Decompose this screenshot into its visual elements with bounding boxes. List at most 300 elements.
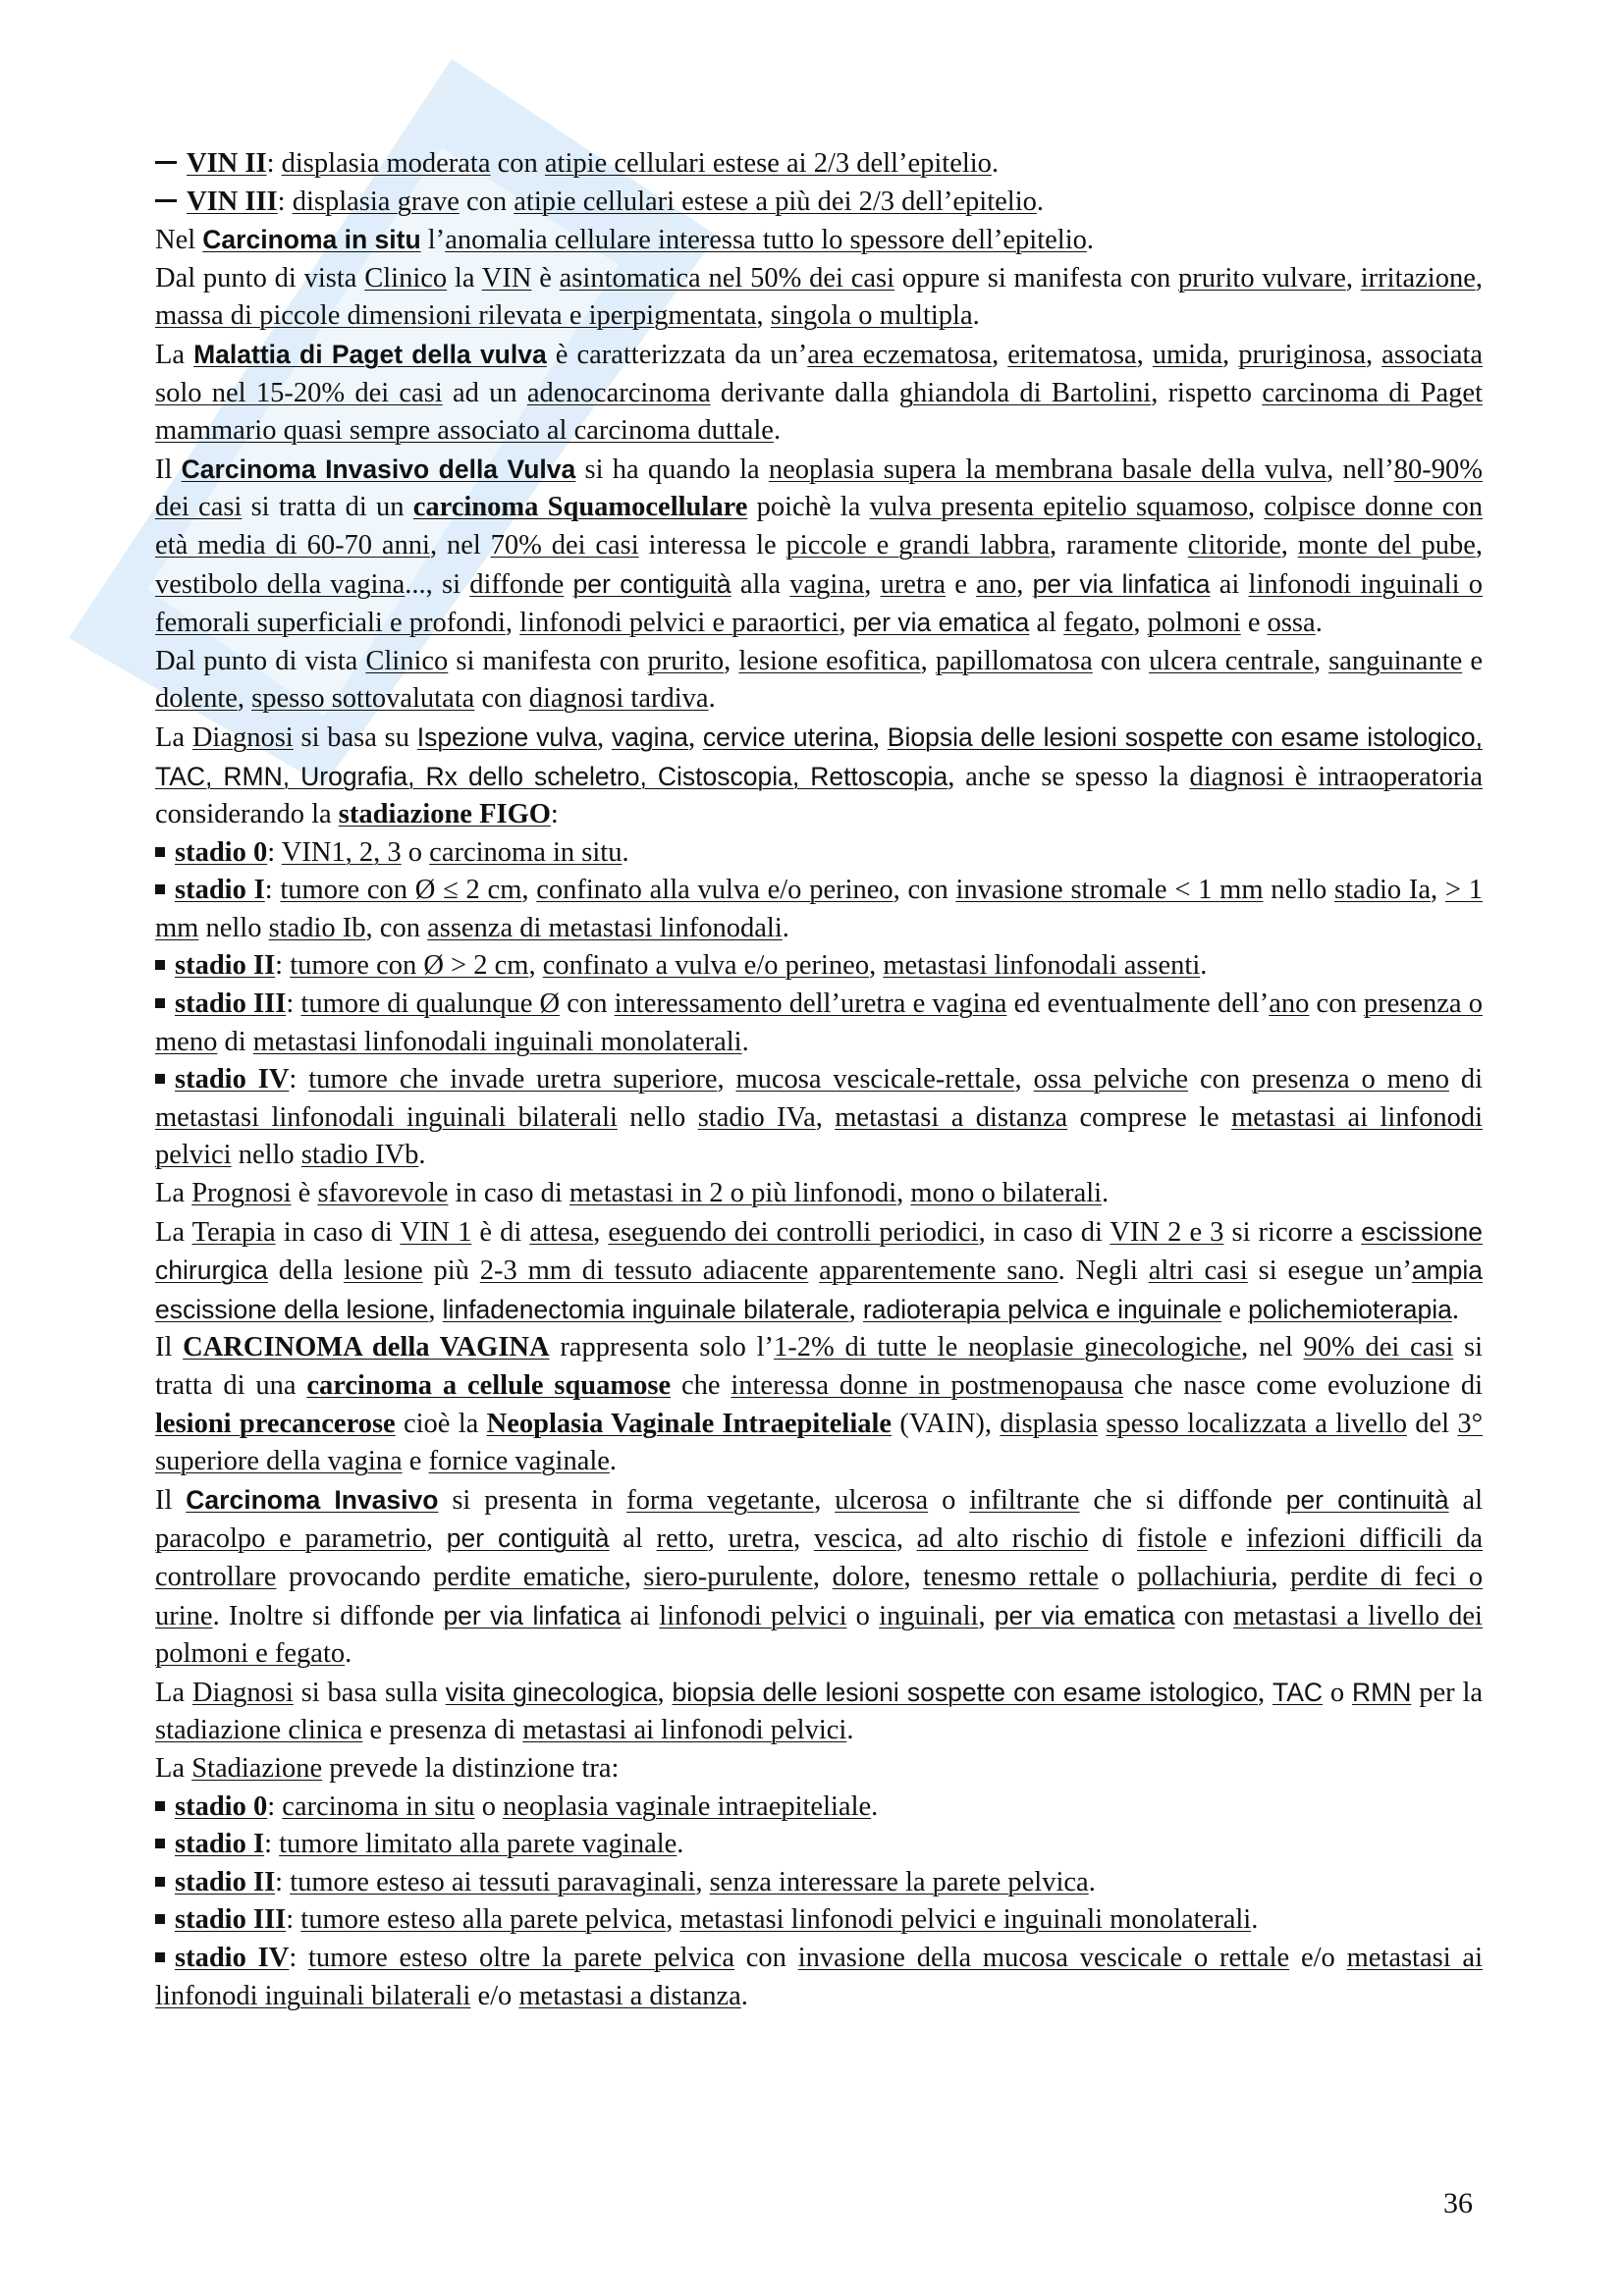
text-run: , xyxy=(717,1064,736,1095)
text-run: tumore di qualunque Ø xyxy=(300,988,561,1020)
text-run: si esegue un’ xyxy=(1247,1255,1412,1287)
text-run: , xyxy=(237,683,252,715)
text-run: irritazione xyxy=(1360,262,1476,294)
text-run: piccole e grandi labbra xyxy=(785,529,1051,561)
text-run: , xyxy=(839,608,853,639)
text-run: Carcinoma in situ xyxy=(202,225,421,255)
vagina-stage-4 xyxy=(155,1940,1483,2015)
text-run: , xyxy=(666,1904,680,1936)
text-run: . xyxy=(622,836,629,868)
bold-term: stadio I xyxy=(175,1829,265,1860)
text-run: tenesmo rettale xyxy=(923,1561,1099,1592)
text-run: di xyxy=(217,1026,253,1057)
text-run: , xyxy=(597,721,612,753)
prognosi-paragraph xyxy=(155,1175,1483,1213)
text-run: , nel xyxy=(429,529,491,561)
text-run: pruriginosa xyxy=(1238,339,1366,370)
text-run: , xyxy=(1271,1561,1291,1592)
text-run: colpisce donne con età media di 60-70 anni xyxy=(155,492,1483,561)
text-run: Dal punto di vista xyxy=(155,645,366,676)
bullet-marker xyxy=(155,1952,165,1962)
text-run: o xyxy=(1323,1677,1353,1708)
text-run: Biopsia delle lesioni sospette con esame istologico, TAC, RMN, Urografia, Rx dello scheletro, Cistoscopia, Rettoscopia xyxy=(155,721,1484,791)
text-run: ano xyxy=(976,568,1017,600)
text-run: displasia xyxy=(1000,1408,1099,1439)
text-run: che xyxy=(671,1370,731,1401)
text-run: : xyxy=(550,799,559,830)
text-run: pollachiuria xyxy=(1137,1561,1272,1592)
text-run: Clinico xyxy=(364,262,448,294)
text-run: asintomatica nel 50% dei casi xyxy=(559,262,895,294)
text-run: area eczematosa xyxy=(807,339,993,370)
dash-marker xyxy=(155,161,177,164)
text-run: , xyxy=(903,1561,924,1592)
text-run: considerando la xyxy=(155,799,339,830)
text-run: : xyxy=(275,1866,291,1897)
vagina-stage-2 xyxy=(155,1864,1483,1902)
text-run: , xyxy=(814,1484,836,1516)
text-run: Il xyxy=(155,1332,184,1363)
text-run: Dal punto di vista xyxy=(155,262,365,294)
text-run: tumore che invade uretra superiore xyxy=(308,1064,718,1095)
text-run: ghiandola di Bartolini xyxy=(898,377,1152,408)
text-run: perdite di feci o urine xyxy=(155,1561,1484,1631)
text-run: diagnosi tardiva xyxy=(528,683,709,715)
text-run: : xyxy=(289,1942,309,1973)
text-run: metastasi linfonodali inguinali bilaterali xyxy=(155,1101,618,1133)
text-run: , nel xyxy=(1241,1332,1304,1363)
text-run: , xyxy=(707,1523,729,1555)
text-run: comprese le xyxy=(1067,1101,1232,1133)
text-run: La xyxy=(155,1752,192,1784)
clinico-vulva-paragraph xyxy=(155,643,1483,719)
text-run: è xyxy=(291,1178,318,1209)
text-run: Diagnosi xyxy=(191,1677,294,1708)
text-run: , xyxy=(724,645,739,676)
text-run: , xyxy=(1345,262,1361,294)
text-run: , xyxy=(793,1523,814,1555)
text-run: , xyxy=(593,1216,609,1248)
text-run: 70% dei casi xyxy=(490,529,639,561)
text-run: è caratterizzata da un’ xyxy=(546,339,808,370)
text-run: , xyxy=(1222,339,1239,370)
text-run: mono o bilaterali xyxy=(910,1178,1103,1209)
text-run: con xyxy=(490,148,545,179)
text-run: dolore xyxy=(832,1561,904,1592)
text-run: anomalia cellulare interessa tutto lo spessore dell’epitelio xyxy=(445,225,1087,256)
text-run: ulcera centrale xyxy=(1149,645,1314,676)
text-run: vestibolo della vagina xyxy=(155,568,406,600)
text-run: prurito vulvare xyxy=(1178,262,1346,294)
text-run: , xyxy=(895,1523,917,1555)
text-run: La xyxy=(155,721,192,753)
text-run: umida xyxy=(1152,339,1223,370)
text-run: metastasi ai linfonodi pelvici xyxy=(522,1715,847,1746)
text-run: uretra xyxy=(728,1523,794,1555)
text-run: , xyxy=(756,300,771,332)
text-run: neoplasia vaginale intraepiteliale xyxy=(503,1790,872,1822)
text-run: : xyxy=(266,148,282,179)
text-run: . xyxy=(1251,1904,1259,1936)
bold-term: stadio II xyxy=(175,1866,276,1897)
text-run: , xyxy=(872,721,888,753)
text-run: , con xyxy=(893,875,956,906)
text-run: , xyxy=(920,645,936,676)
text-run: , xyxy=(688,721,703,753)
text-run: diagnosi è intraoperatoria xyxy=(1189,761,1483,792)
text-run: 3° superiore della vagina xyxy=(155,1408,1484,1477)
text-run: atipie cellulari estese ai 2/3 dell’epitelio xyxy=(544,148,992,179)
text-run: paracolpo e parametrio xyxy=(155,1523,426,1555)
text-run: ossa xyxy=(1267,608,1316,639)
paget-paragraph xyxy=(155,336,1483,451)
text-run: , xyxy=(1475,262,1483,294)
text-run: polichemioterapia xyxy=(1248,1294,1452,1324)
text-run: . xyxy=(609,1446,618,1477)
text-run: . xyxy=(740,1980,748,2011)
text-run: ulcerosa xyxy=(835,1484,929,1516)
bullet-marker xyxy=(155,1914,165,1924)
text-run: presenza o meno xyxy=(155,988,1483,1057)
text-run: di xyxy=(1088,1523,1137,1555)
text-run: VIN xyxy=(481,262,532,294)
text-run: VIN 2 e 3 xyxy=(1110,1216,1224,1248)
dash-marker xyxy=(155,199,177,202)
text-run: oppure si manifesta con xyxy=(894,262,1179,294)
text-run: : xyxy=(264,1829,280,1860)
text-run: o xyxy=(474,1790,504,1822)
text-run: 80-90% dei casi xyxy=(155,454,1483,523)
diagnosi-vagina-paragraph xyxy=(155,1674,1483,1750)
text-run: linfadenectomia inguinale bilaterale xyxy=(442,1294,849,1324)
text-run: al xyxy=(1448,1484,1484,1516)
text-run: : xyxy=(275,950,291,982)
text-run: 2-3 mm di tessuto adiacente xyxy=(479,1255,809,1287)
text-run: . Inoltre si diffonde xyxy=(212,1600,444,1631)
text-run: . xyxy=(677,1829,684,1860)
text-run: è di xyxy=(471,1216,530,1248)
text-run: , xyxy=(869,950,884,982)
text-run: , xyxy=(1258,1677,1273,1708)
carcinoma-invasivo-vulva-paragraph xyxy=(155,451,1483,643)
text-run: . xyxy=(871,1790,879,1822)
text-run: , in caso di xyxy=(978,1216,1110,1248)
diagnosi-vulva-paragraph xyxy=(155,719,1483,834)
text-run: , con xyxy=(365,912,428,943)
text-run: spesso localizzata a livello xyxy=(1106,1408,1407,1439)
text-run: per contiguità xyxy=(572,568,731,599)
text-run: per contiguità xyxy=(446,1523,610,1554)
vagina-stage-3 xyxy=(155,1901,1483,1940)
text-run: , xyxy=(1475,529,1484,561)
text-run: l’ xyxy=(420,225,446,256)
bold-term: CARCINOMA della VAGINA xyxy=(183,1332,550,1363)
text-run: e/o xyxy=(1289,1942,1347,1973)
text-run: Nel xyxy=(155,225,203,256)
text-run: e/o xyxy=(470,1980,519,2011)
text-run: retto xyxy=(656,1523,708,1555)
text-run: ed eventualmente dell’ xyxy=(1006,988,1270,1020)
text-run: nello xyxy=(1263,875,1335,906)
text-run: monte del pube xyxy=(1297,529,1476,561)
text-run: metastasi ai linfonodi pelvici xyxy=(155,1101,1483,1171)
bold-term: lesioni precancerose xyxy=(155,1408,396,1439)
text-run: ano xyxy=(1269,988,1310,1020)
text-run: e xyxy=(1462,645,1484,676)
text-run: La xyxy=(155,1216,192,1248)
text-run: . xyxy=(782,912,789,943)
text-run: , xyxy=(657,1677,673,1708)
bold-term: carcinoma a cellule squamose xyxy=(306,1370,672,1401)
text-run: massa di piccole dimensioni rilevata e iperpigmentata xyxy=(155,300,757,332)
bullet-marker xyxy=(155,1877,165,1887)
text-run: e xyxy=(946,568,977,600)
bold-term: stadio III xyxy=(175,1904,287,1936)
bullet-marker xyxy=(155,998,165,1008)
text-run: tumore limitato alla parete vaginale xyxy=(279,1829,677,1860)
text-run: La xyxy=(155,1178,192,1209)
text-run: diffonde xyxy=(469,568,565,600)
text-run: che si diffonde xyxy=(1079,1484,1286,1516)
text-run: ai xyxy=(621,1600,660,1631)
text-run: papillomatosa xyxy=(935,645,1093,676)
text-run: tumore esteso alla parete pelvica xyxy=(300,1904,667,1936)
text-run: eritematosa xyxy=(1007,339,1137,370)
text-run: sanguinante xyxy=(1328,645,1463,676)
stadiazione-intro xyxy=(155,1750,1483,1789)
text-run: linfonodi inguinali o femorali superficiali e profondi xyxy=(155,568,1484,639)
text-run: tumore esteso oltre la parete pelvica xyxy=(308,1942,734,1973)
text-run: per continuità xyxy=(1285,1484,1449,1515)
text-run: si ha quando la xyxy=(575,454,769,485)
text-run: al xyxy=(1029,608,1064,639)
text-run: con xyxy=(1174,1600,1234,1631)
bullet-marker xyxy=(155,1074,165,1084)
text-run: metastasi a distanza xyxy=(518,1980,741,2011)
text-run: si basa su xyxy=(293,721,417,753)
text-run: metastasi ai linfonodi inguinali bilaterali xyxy=(155,1942,1483,2011)
text-run: eseguendo dei controlli periodici xyxy=(608,1216,979,1248)
text-run: tumore con Ø > 2 cm xyxy=(290,950,529,982)
text-run: Malattia di Paget della vulva xyxy=(193,339,547,369)
text-run: al xyxy=(609,1523,657,1555)
clinico-vin-paragraph xyxy=(155,260,1483,336)
text-run: della xyxy=(267,1255,344,1287)
text-run: , xyxy=(695,1866,710,1897)
text-run: vagina xyxy=(611,721,689,752)
text-run: in caso di xyxy=(448,1178,569,1209)
text-run: si basa sulla xyxy=(293,1677,446,1708)
text-run: : xyxy=(286,988,301,1020)
text-run: : xyxy=(277,186,293,217)
text-run: ampia escissione della lesione xyxy=(155,1255,1484,1324)
text-run: La xyxy=(155,1677,192,1708)
document-page xyxy=(155,145,1483,2015)
text-run: e presenza di xyxy=(362,1715,523,1746)
text-run: inguinali xyxy=(879,1600,979,1631)
text-run: , xyxy=(1280,529,1298,561)
text-run: metastasi in 2 o più linfonodi xyxy=(568,1178,897,1209)
bullet-marker xyxy=(155,847,165,857)
text-run: , xyxy=(1366,339,1382,370)
bold-term: Neoplasia Vaginale Intraepiteliale xyxy=(486,1408,893,1439)
text-run: poichè la xyxy=(747,492,870,523)
vagina-stage-0 xyxy=(155,1789,1483,1827)
text-run: metastasi a distanza xyxy=(835,1101,1068,1133)
vagina-stage-1 xyxy=(155,1826,1483,1864)
text-run: La xyxy=(155,339,194,370)
text-run: con xyxy=(474,683,529,715)
text-run: cioè la xyxy=(395,1408,487,1439)
text-run: displasia grave xyxy=(292,186,460,217)
text-run: , xyxy=(812,1561,833,1592)
text-run: spesso sottovalutata xyxy=(251,683,475,715)
text-run: clitoride xyxy=(1187,529,1281,561)
text-run: . xyxy=(1315,608,1323,639)
text-run: siero-purulente xyxy=(643,1561,813,1592)
text-run: , xyxy=(1313,645,1329,676)
text-run: apparentemente sano xyxy=(819,1255,1058,1287)
text-run: tumore con Ø ≤ 2 cm xyxy=(280,875,522,906)
text-run: , xyxy=(978,1600,995,1631)
text-run: con xyxy=(734,1942,798,1973)
text-run: VIN1, 2, 3 xyxy=(281,836,402,868)
bold-term: carcinoma Squamocellulare xyxy=(412,492,748,523)
text-run: si presenta in xyxy=(438,1484,627,1516)
text-run: visita ginecologica xyxy=(445,1677,658,1707)
text-run: confinato a vulva e/o perineo xyxy=(542,950,870,982)
text-run: forma vegetante xyxy=(626,1484,815,1516)
text-run: lesione xyxy=(343,1255,423,1287)
text-run: infiltrante xyxy=(969,1484,1080,1516)
text-run: o xyxy=(1098,1561,1138,1592)
text-run: , anche se spesso la xyxy=(947,761,1190,792)
text-run: , xyxy=(815,1101,836,1133)
text-run: con xyxy=(560,988,615,1020)
text-run: vescica xyxy=(813,1523,896,1555)
vin3-line xyxy=(155,184,1483,222)
text-run: ai xyxy=(1210,568,1249,600)
text-run: neoplasia supera la membrana basale della vulva xyxy=(768,454,1327,485)
text-run: , xyxy=(992,339,1008,370)
text-run: uretra xyxy=(880,568,947,600)
bullet-marker xyxy=(155,1839,165,1848)
vin2-line xyxy=(155,145,1483,184)
text-run: rappresenta solo l’ xyxy=(549,1332,774,1363)
text-run: polmoni xyxy=(1147,608,1241,639)
text-run: nello xyxy=(617,1101,698,1133)
text-run: presenza o meno xyxy=(1251,1064,1449,1095)
text-run: si tratta di un xyxy=(242,492,413,523)
text-run: ad un xyxy=(442,377,527,408)
text-run: , xyxy=(1136,339,1153,370)
text-run: o xyxy=(846,1600,880,1631)
bullet-marker xyxy=(155,1801,165,1811)
text-run: per via linfatica xyxy=(1032,568,1211,599)
text-run: . xyxy=(991,148,1000,179)
text-run: si manifesta con xyxy=(448,645,648,676)
text-run: adenocarcinoma xyxy=(526,377,711,408)
carcinoma-invasivo-vagina-paragraph xyxy=(155,1481,1483,1674)
text-run: in caso di xyxy=(275,1216,401,1248)
text-run: . Negli xyxy=(1057,1255,1149,1287)
vulva-stage-2 xyxy=(155,947,1483,986)
text-run: , xyxy=(896,1178,911,1209)
text-run: Ispezione vulva xyxy=(416,721,598,752)
text-run: si ricorre a xyxy=(1223,1216,1362,1248)
text-run: attesa xyxy=(529,1216,594,1248)
text-run: prevede la distinzione tra: xyxy=(322,1752,620,1784)
text-run: ..., si xyxy=(405,568,470,600)
text-run: , xyxy=(505,608,520,639)
text-run: , xyxy=(1248,492,1265,523)
text-run: . xyxy=(345,1638,352,1670)
text-run: derivante dalla xyxy=(710,377,899,408)
text-run: associata solo nel 15-20% dei casi xyxy=(155,339,1484,408)
text-run: , xyxy=(864,568,881,600)
text-run: infezioni difficili da controllare xyxy=(155,1523,1483,1592)
text-run: interessa le xyxy=(638,529,786,561)
text-run: . xyxy=(773,415,782,447)
bold-term: stadio IV xyxy=(175,1942,290,1973)
text-run: , rispetto xyxy=(1151,377,1263,408)
text-run: metastasi linfonodali assenti xyxy=(883,950,1201,982)
text-run: e xyxy=(1221,1294,1249,1325)
bold-term: VIN III xyxy=(187,186,278,217)
text-run: , xyxy=(425,1523,447,1555)
text-run: , xyxy=(1014,1064,1034,1095)
text-run: sfavorevole xyxy=(317,1178,449,1209)
text-run: Terapia xyxy=(191,1216,276,1248)
text-run: dolente xyxy=(155,683,238,715)
bold-term: VIN II xyxy=(187,148,267,179)
text-run: singola o multipla xyxy=(770,300,973,332)
text-run: fegato xyxy=(1063,608,1134,639)
text-run: . xyxy=(418,1140,426,1171)
text-run: Prognosi xyxy=(191,1178,292,1209)
text-run: stadio IVb xyxy=(300,1140,419,1171)
text-run: fistole xyxy=(1137,1523,1208,1555)
text-run: . xyxy=(972,300,980,332)
text-run: per via ematica xyxy=(994,1600,1175,1630)
text-run: RMN xyxy=(1352,1677,1412,1707)
text-run: , xyxy=(623,1561,644,1592)
text-run: che nasce come evoluzione di xyxy=(1123,1370,1483,1401)
text-run: biopsia delle lesioni sospette con esame istologico xyxy=(672,1677,1259,1707)
bullet-marker xyxy=(155,960,165,970)
vulva-stage-0 xyxy=(155,834,1483,873)
text-run: e xyxy=(1240,608,1268,639)
text-run: . xyxy=(741,1026,749,1057)
text-run: , xyxy=(1431,875,1445,906)
text-run: displasia moderata xyxy=(281,148,491,179)
text-run: altri casi xyxy=(1148,1255,1248,1287)
text-run: invasione stromale < 1 mm xyxy=(955,875,1264,906)
text-run: nello xyxy=(231,1140,301,1171)
text-run: la xyxy=(447,262,482,294)
vulva-stage-1 xyxy=(155,872,1483,947)
bold-term: stadio 0 xyxy=(175,836,268,868)
vulva-stage-3 xyxy=(155,986,1483,1061)
text-run: fornice vaginale xyxy=(428,1446,610,1477)
text-run: . xyxy=(1102,1178,1110,1209)
text-run: nello xyxy=(198,912,269,943)
text-run: Stadiazione xyxy=(191,1752,323,1784)
text-run: prurito xyxy=(647,645,725,676)
text-run: , raramente xyxy=(1050,529,1188,561)
text-run: TAC xyxy=(1272,1677,1324,1707)
text-run: e xyxy=(1207,1523,1247,1555)
